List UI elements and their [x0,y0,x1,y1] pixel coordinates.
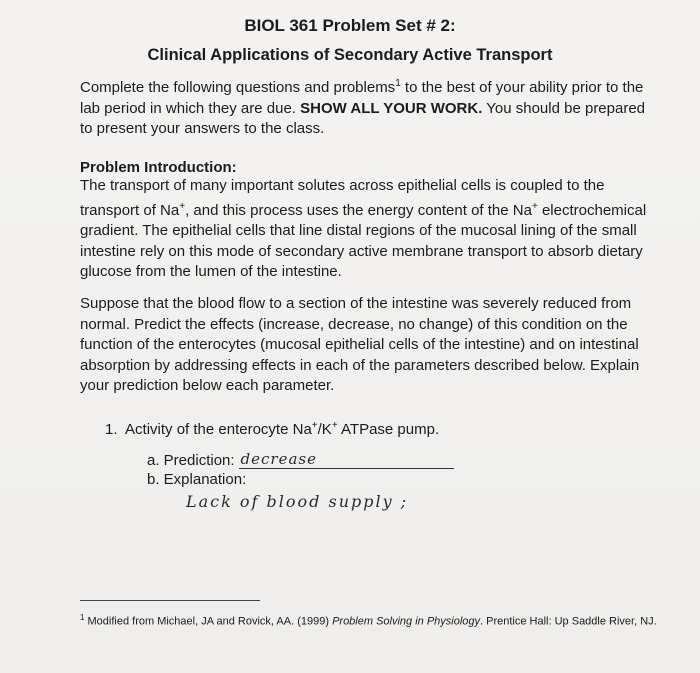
paragraph-blood-flow: Suppose that the blood flow to a section of the intestine was severely reduced from normal. Predict the effects (increase, decrease, no change) of this condition on the function of the enterocytes (mucosal epithelial cells of the intestine) and on intestinal absorption by addressing effects in each of the parameters described below. Explain your prediction below each parameter. [80,295,640,394]
question-1: 1. Activity of the enterocyte Na+/K+ ATPase pump. [105,420,440,438]
prediction-answer-line[interactable] [239,450,454,469]
explanation-label: b. Explanation: [147,471,247,488]
explanation-handwritten-answer[interactable]: Lack of blood supply ; [186,492,409,511]
prediction-row [147,450,454,469]
prediction-label: a. Prediction: [147,452,235,469]
footnote-divider [80,600,260,601]
intro-paragraph: Complete the following questions and problems$^1$ to the best of your ability prior to the lab period in which they are due. SHOW ALL YOUR WORK. You should be prepared to present your answers to the class. [80,78,646,137]
paragraph-transport: The transport of many important solutes across epithelial cells is coupled to the transport of Na+, and this process uses the energy content of the Na+ electrochemical gradient. The epithelial cells that line distal regions of the mucosal lining of the small intestine rely on this mode of secondary active membrane transport to absorb dietary glucose from the lumen of the intestine. [80,177,647,280]
prediction-handwritten-answer: decrease [240,450,317,468]
show-work-emphasis: SHOW ALL YOUR WORK. [300,99,483,117]
problem-heading: Problem Introduction: [80,159,237,176]
problem-set-subtitle: Clinical Applications of Secondary Active Transport [147,46,553,64]
footnote: $^1$ Modified from Michael, JA and Rovick, AA. (1999) Problem Solving in Physiology. Prentice Hall: Up Saddle River, NJ. [80,613,657,628]
problem-set-title: BIOL 361 Problem Set # 2: [244,16,456,35]
